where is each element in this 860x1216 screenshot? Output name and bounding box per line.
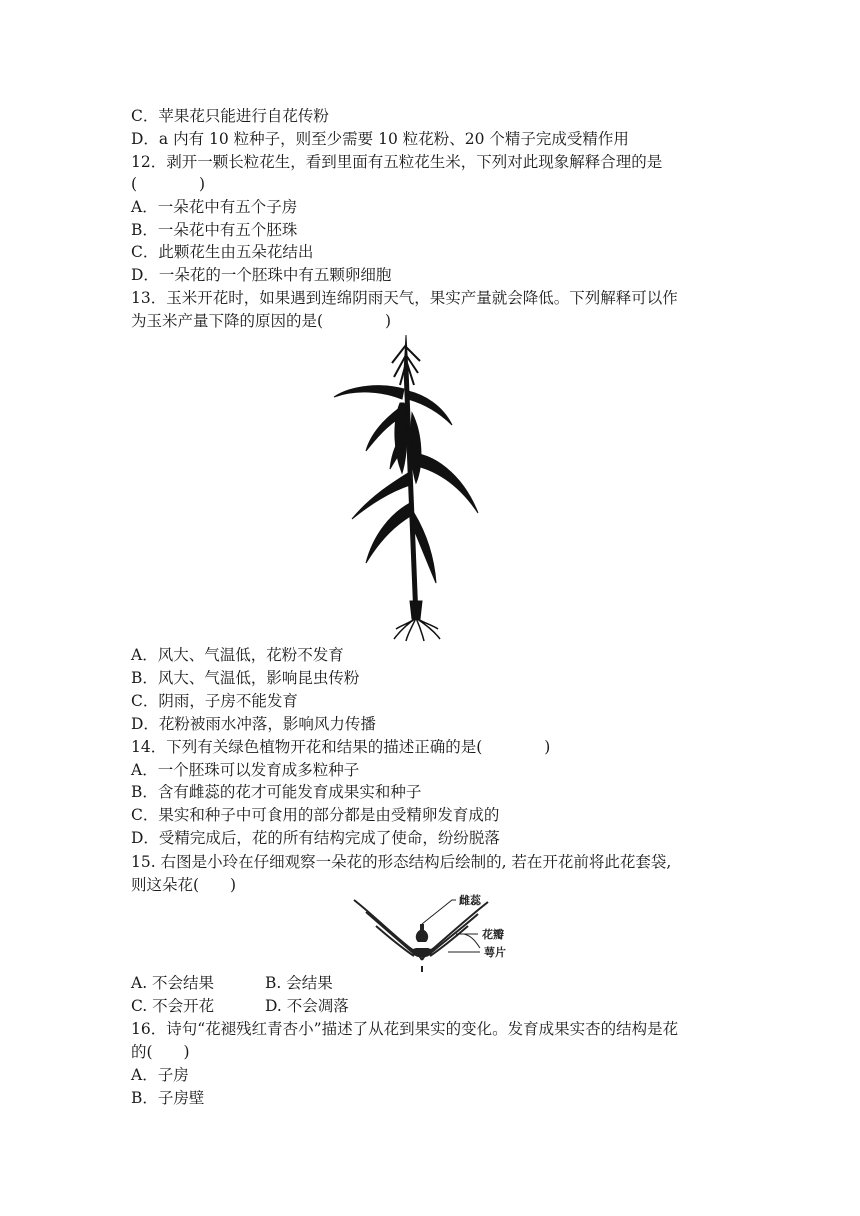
question-15: 15. 右图是小玲在仔细观察一朵花的形态结构后绘制的, 若在开花前将此花套袋,: [131, 853, 672, 871]
question-13-cont: 为玉米产量下降的原因的是( ): [131, 312, 392, 330]
option-13c: C．阴雨，子房不能发育: [131, 692, 298, 710]
option-12c: C．此颗花生由五朵花结出: [131, 243, 314, 261]
option-13a: A．风大、气温低，花粉不发育: [131, 646, 344, 664]
option-14b: B．含有雌蕊的花才可能发育成果实和种子: [131, 783, 422, 801]
question-14: 14．下列有关绿色植物开花和结果的描述正确的是( ): [131, 738, 551, 756]
pistil-label: 雌蕊: [459, 894, 481, 907]
option-16a: A．子房: [131, 1066, 189, 1084]
petal-label: 花瓣: [482, 928, 504, 941]
option-13d: D．花粉被雨水冲落，影响风力传播: [131, 715, 376, 733]
option-12b: B．一朵花中有五个胚珠: [131, 221, 298, 239]
option-14d: D．受精完成后，花的所有结构完成了使命，纷纷脱落: [131, 829, 500, 847]
option-15c: C. 不会开花: [131, 997, 215, 1015]
question-13: 13．玉米开花时，如果遇到连绵阴雨天气，果实产量就会降低。下列解释可以作: [131, 289, 678, 307]
option-11d: D．a 内有 10 粒种子，则至少需要 10 粒花粉、20 个精子完成受精作用: [131, 130, 629, 148]
option-13b: B．风大、气温低，影响昆虫传粉: [131, 669, 360, 687]
option-15d: D. 不会凋落: [265, 997, 349, 1015]
option-12a: A．一朵花中有五个子房: [131, 198, 298, 216]
sepal-label: 萼片: [484, 946, 506, 959]
option-16b: B．子房壁: [131, 1089, 205, 1107]
question-15-cont: 则这朵花( ): [131, 876, 237, 894]
question-12-blank: ( ): [131, 175, 206, 193]
option-12d: D．一朵花的一个胚珠中有五颗卵细胞: [131, 266, 392, 284]
question-16: 16．诗句“花褪残红青杏小”描述了从花到果实的变化。发育成果实杏的结构是花: [131, 1020, 679, 1038]
question-12: 12．剥开一颗长粒花生，看到里面有五粒花生米，下列对此现象解释合理的是: [131, 153, 663, 171]
option-14a: A．一个胚珠可以发育成多粒种子: [131, 761, 360, 779]
option-15a: A. 不会结果: [131, 974, 215, 992]
flower-structure-diagram: [352, 890, 528, 972]
corn-plant-illustration: [322, 333, 490, 643]
option-15b: B. 会结果: [265, 974, 333, 992]
option-14c: C．果实和种子中可食用的部分都是由受精卵发育成的: [131, 806, 500, 824]
option-11c: C．苹果花只能进行自花传粉: [131, 107, 329, 125]
question-16-cont: 的( ): [131, 1043, 190, 1061]
